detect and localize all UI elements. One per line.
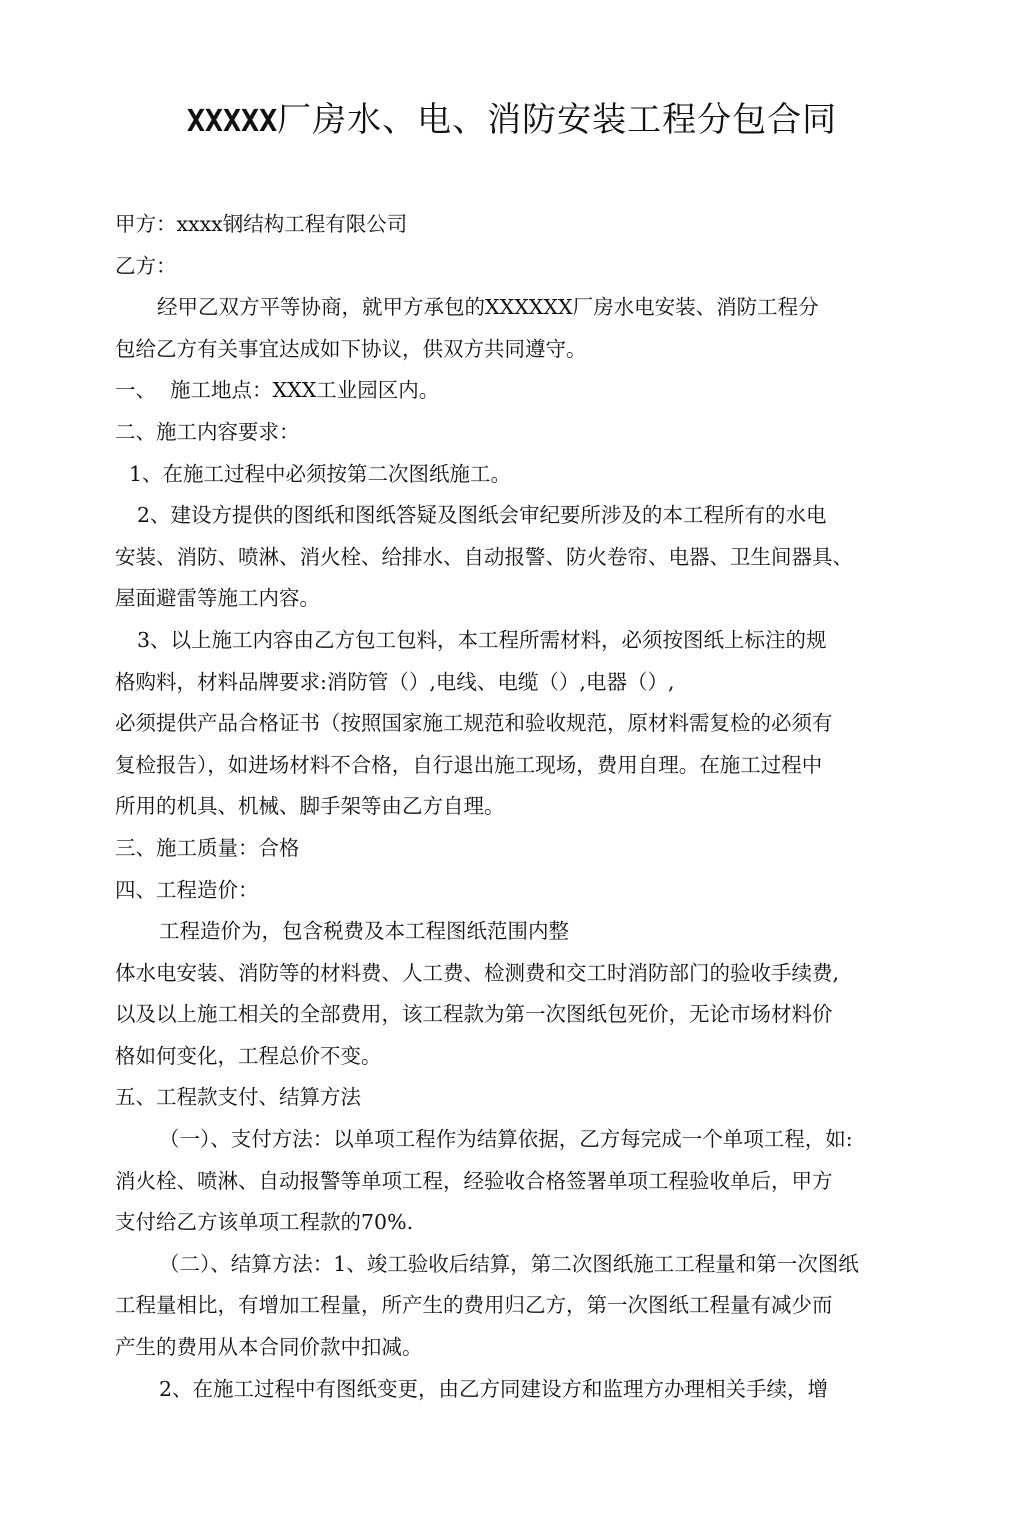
clause-line: 屋面避雷等施工内容。 (115, 586, 320, 611)
title-project-code: XXXXX (186, 104, 278, 139)
section-1-text: 施工地点：XXX工业园区内。 (170, 378, 440, 403)
clause-line: （二）、结算方法：1、竣工验收后结算，第二次图纸施工工程量和第一次图纸 (159, 1251, 859, 1276)
title-text: 厂房水、电、消防安装工程分包合同 (277, 100, 838, 140)
section-1-line (115, 370, 915, 412)
clause-line: 产生的费用从本合同价款中扣减。 (115, 1335, 423, 1360)
clause-line: 2、建设方提供的图纸和图纸答疑及图纸会审纪要所涉及的本工程所有的水电 (137, 503, 827, 528)
clause-line: 格购料，材料品牌要求:消防管（）,电线、电缆（）,电器（）, (115, 669, 675, 694)
clause-line: 复检报告），如进场材料不合格，自行退出施工现场，费用自理。在施工过程中 (115, 752, 823, 777)
preamble-line: 包给乙方有关事宜达成如下协议，供双方共同遵守。 (115, 336, 587, 361)
clause-line: 2、在施工过程中有图纸变更，由乙方同建设方和监理方办理相关手续，增 (159, 1376, 829, 1401)
section-5-heading: 五、工程款支付、结算方法 (115, 1085, 361, 1110)
party-a-line: 甲方：xxxx钢结构工程有限公司 (115, 212, 408, 236)
clause-line: 3、以上施工内容由乙方包工包料，本工程所需材料，必须按图纸上标注的规 (137, 627, 827, 652)
clause-line: 安装、消防、喷淋、消火栓、给排水、自动报警、防火卷帘、电器、卫生间器具、 (115, 544, 853, 569)
clause-line: 必须提供产品合格证书（按照国家施工规范和验收规范，原材料需复检的必须有 (115, 711, 833, 736)
party-b-line: 乙方： (115, 253, 177, 278)
contract-body (115, 204, 915, 1410)
clause-line: 消火栓、喷淋、自动报警等单项工程，经验收合格签署单项工程验收单后，甲方 (115, 1168, 833, 1193)
clause-line: 工程造价为，包含税费及本工程图纸范围内整 (159, 919, 569, 944)
clause-line: 支付给乙方该单项工程款的70%. (115, 1210, 414, 1235)
clause-line: 工程量相比，有增加工程量，所产生的费用归乙方，第一次图纸工程量有减少而 (115, 1293, 833, 1318)
section-number: 一、 (115, 378, 156, 403)
clause-line: 所用的机具、机械、脚手架等由乙方自理。 (115, 794, 505, 819)
section-3-line: 三、施工质量：合格 (115, 835, 300, 860)
clause-line: 1、在施工过程中必须按第二次图纸施工。 (129, 461, 512, 486)
clause-line: 以及以上施工相关的全部费用，该工程款为第一次图纸包死价，无论市场材料价 (115, 1002, 833, 1027)
preamble-line: 经甲乙双方平等协商，就甲方承包的XXXXXX厂房水电安装、消防工程分 (157, 295, 819, 320)
clause-line: （一）、支付方法：以单项工程作为结算依据，乙方每完成一个单项工程，如: (159, 1127, 853, 1152)
clause-line: 体水电安装、消防等的材料费、人工费、检测费和交工时消防部门的验收手续费, (115, 960, 840, 985)
section-2-heading: 二、施工内容要求： (115, 419, 300, 444)
section-4-heading: 四、工程造价： (115, 877, 259, 902)
document-title (0, 92, 1024, 150)
clause-line: 格如何变化，工程总价不变。 (115, 1043, 382, 1068)
